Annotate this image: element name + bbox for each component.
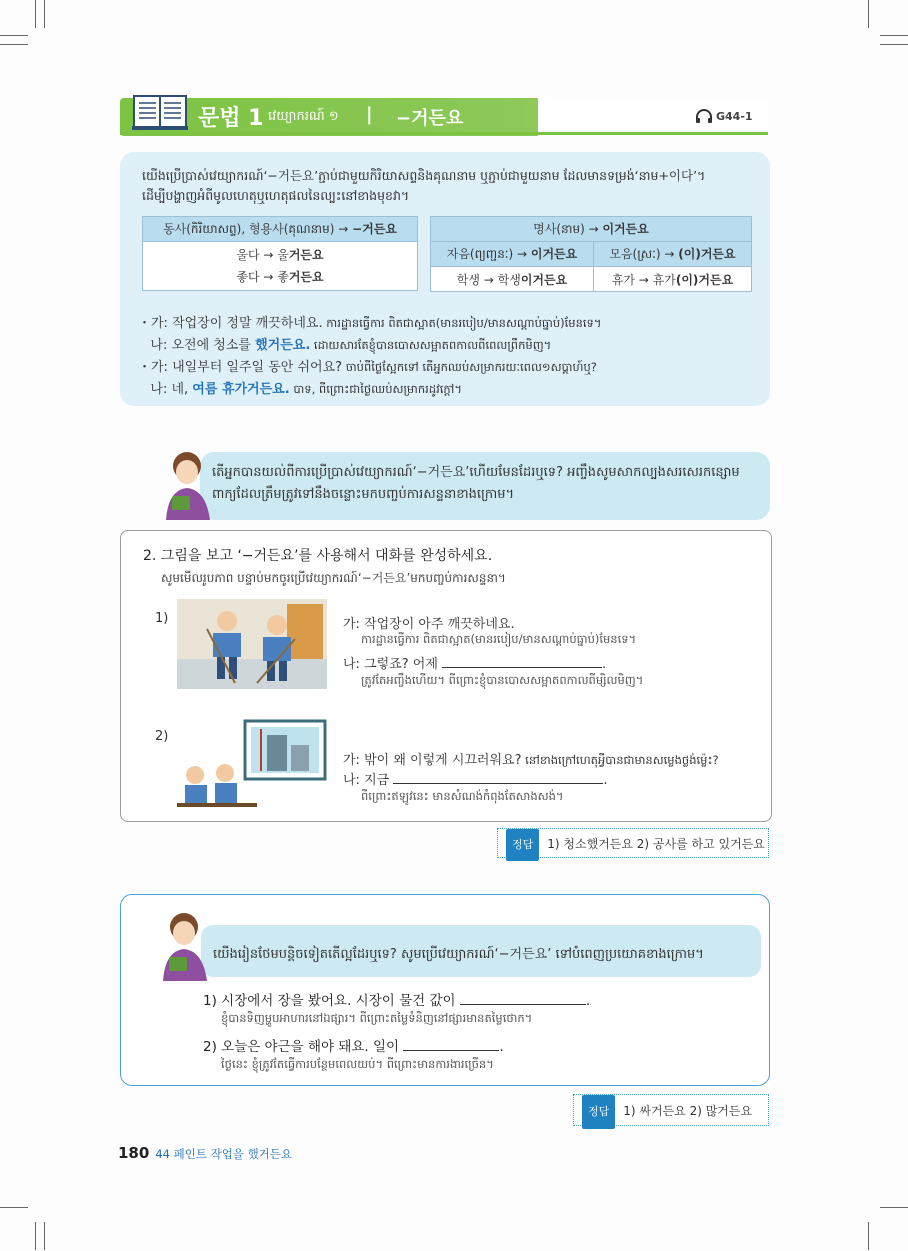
header-separator: | bbox=[366, 104, 373, 125]
workers-cleaning-illustration bbox=[177, 599, 327, 689]
explanation-box bbox=[120, 152, 770, 406]
item-number: 2) bbox=[155, 729, 169, 744]
extra-sentence: 1) 시장에서 장을 봤어요. 시장이 물건 값이 . bbox=[203, 989, 590, 1009]
dialogue-b: 나: 그렇죠? 어제 . bbox=[343, 653, 606, 672]
dialogue-a: 가: 작업장이 아주 깨끗하네요. bbox=[343, 617, 515, 632]
table1-header: 동사(កិរិយាសព្ទ), 형용사(គុណនាម) → −거든요 bbox=[143, 217, 418, 242]
exercise-question: 2. 그림을 보고 ‘−거든요’를 사용해서 대화를 완성하세요. bbox=[143, 548, 493, 564]
audio-track-label[interactable]: G44-1 bbox=[716, 110, 753, 123]
explanation-line-1: យើងប្រើប្រាស់វេយ្យាករណ៍‘−거든요’ភ្ជាប់ជាមួយកិរិយាសព្ទនិងគុណនាម ឬភ្ជាប់ជាមួយនាម ដែលមានទម្រង់‘នាម+이다’។ bbox=[142, 168, 706, 183]
grammar-ending: −거든요 bbox=[396, 108, 464, 129]
example-line: ・가: 작업장이 정말 깨끗하네요. ការដ្ឋានធ្វើការ ពិតជាស្អាត(មានរបៀប/មានសណ្ដាប់ធ្នាប់)មែនទេ។ bbox=[138, 316, 602, 331]
dialogue-b-kh: ពីព្រោះឥឡូវនេះ មានសំណង់កំពុងតែសាងសង់។ bbox=[361, 789, 564, 803]
answer-text: 1) 청소했거든요 2) 공사를 하고 있거든요 bbox=[547, 837, 765, 851]
crop-mark bbox=[44, 0, 45, 28]
dialogue-b-kh: ត្រូវតែអញ្ចឹងហើយ។ ពីព្រោះខ្ញុំបានបោសសម្អាតពកាលពីម្សិលមិញ។ bbox=[361, 673, 644, 687]
extra-sentence-kh: ខ្ញុំបានទិញម្ហូបអាហារនៅឯផ្សារ។ ពីព្រោះតម្លៃទំនិញនៅផ្សារមានតម្លៃថោក។ bbox=[221, 1011, 533, 1025]
crop-mark bbox=[868, 0, 869, 28]
answer-blank[interactable] bbox=[442, 653, 602, 668]
item-number: 1) bbox=[155, 611, 169, 626]
exercise-box bbox=[120, 530, 772, 822]
answer-blank[interactable] bbox=[460, 990, 586, 1005]
teacher-illustration bbox=[151, 909, 217, 981]
extra-sentence: 2) 오늘은 야근을 해야 돼요. 일이 . bbox=[203, 1035, 504, 1055]
page-number: 180 bbox=[118, 1144, 150, 1162]
table2-vowel-header: 모음(ស្រៈ) → (이)거든요 bbox=[593, 242, 751, 267]
dialogue-b: 나: 지금 . bbox=[343, 769, 607, 788]
crop-mark bbox=[35, 1222, 36, 1250]
teacher-illustration bbox=[154, 448, 220, 520]
extra-sentence-kh: ថ្ងៃនេះ ខ្ញុំត្រូវតែធ្វើការបន្ថែមពេលយប់។ ពីព្រោះមានការងារច្រើន។ bbox=[221, 1057, 494, 1071]
table1-examples: 울다 → 울거든요 좋다 → 좋거든요 bbox=[143, 242, 418, 291]
example-line: ・가: 내일부터 일주일 동안 쉬어요? ចាប់ពីថ្ងៃស្អែកទៅ តើអ្នកឈប់សម្រាករយៈពេល១សប្ដាហ៍ឬ? bbox=[138, 360, 597, 375]
crop-mark bbox=[868, 1222, 869, 1250]
dialogue-a-kh: ការដ្ឋានធ្វើការ ពិតជាស្អាត(មានរបៀប/មានសណ្ដាប់ធ្នាប់)មែនទេ។ bbox=[361, 632, 637, 646]
chapter-title: 44 페인트 작업을 했거든요 bbox=[155, 1147, 293, 1161]
example-line: 나: 네, 여름 휴가거든요. បាទ, ពីព្រោះជាថ្ងៃឈប់សម្រាករដូវក្ដៅ។ bbox=[138, 382, 462, 397]
crop-mark bbox=[44, 1222, 45, 1250]
check-understanding-box bbox=[120, 452, 770, 520]
answer-blank[interactable] bbox=[403, 1036, 499, 1051]
crop-mark bbox=[0, 35, 28, 36]
noun-table bbox=[430, 216, 752, 292]
table2-header: 명사(នាម) → 이거든요 bbox=[431, 217, 752, 242]
answer-tag: 정답 bbox=[506, 829, 539, 861]
extra-instruction: យើងរៀនថែមបន្តិចទៀតតើល្អដែរឬទេ? សូមប្រើវេយ្យាករណ៍‘−거든요’ ទៅបំពេញប្រយោគខាងក្រោម។ bbox=[213, 947, 704, 962]
exercise-answer-box bbox=[497, 828, 769, 858]
construction-noise-illustration bbox=[177, 719, 327, 809]
example-line: 나: 오전에 청소를 했거든요. ដោយសារតែខ្ញុំបានបោសសម្អាតពកាលពីពេលព្រឹកមិញ។ bbox=[138, 338, 552, 353]
explanation-line-2: ដើម្បីបង្ហាញអំពីមូលហេតុឬហេតុផលនៃល្បះនៅខាងមុខវា។ bbox=[142, 188, 410, 203]
grammar-header bbox=[120, 98, 768, 136]
crop-mark bbox=[35, 0, 36, 28]
answer-text: 1) 싸거든요 2) 많거든요 bbox=[623, 1104, 753, 1118]
check-instruction: តើអ្នកបានយល់ពីការប្រើប្រាស់វេយ្យាករណ៍‘−거든요’ហើយមែនដែរឬទេ? អញ្ចឹងសូមសាកល្បងសរសេរកន្សោមពាក្យដែលត្រឹមត្រូវទៅនឹងចន្លោះមកបញ្ចប់ការសន្ទនាខាងក្រោម។ bbox=[212, 465, 740, 502]
crop-mark bbox=[880, 44, 908, 45]
extra-practice-box bbox=[120, 894, 770, 1086]
crop-mark bbox=[880, 1207, 908, 1208]
table2-consonant-header: 자음(ព្យញ្ជនៈ) → 이거든요 bbox=[431, 242, 594, 267]
crop-mark bbox=[0, 44, 28, 45]
headphones-icon bbox=[695, 108, 713, 124]
crop-mark bbox=[880, 35, 908, 36]
crop-mark bbox=[0, 1207, 28, 1208]
dialogue-a: 가: 밖이 왜 이렇게 시끄러워요? នៅខាងក្រៅហេតុអ្វីបានជាមានសម្លេងថ្លង់ម្ល៉េះ? bbox=[343, 753, 719, 768]
grammar-subtitle-kh: វេយ្យាករណ៍ ១ bbox=[268, 109, 339, 124]
answer-blank[interactable] bbox=[393, 769, 603, 784]
book-icon bbox=[130, 92, 190, 132]
exercise-question-kh: សូមមើលរូបភាព បន្ទាប់មកចូរប្រើវេយ្យាករណ៍‘−거든요’មកបញ្ចប់ការសន្ទនា។ bbox=[161, 571, 506, 585]
answer-tag: 정답 bbox=[582, 1095, 615, 1129]
page-footer bbox=[118, 1143, 292, 1162]
table2-vowel-example: 휴가 → 휴가(이)거든요 bbox=[593, 267, 751, 292]
extra-answer-box bbox=[573, 1094, 769, 1126]
table2-consonant-example: 학생 → 학생이거든요 bbox=[431, 267, 594, 292]
verb-adjective-table bbox=[142, 216, 418, 291]
grammar-title: 문법 1 bbox=[198, 106, 264, 131]
